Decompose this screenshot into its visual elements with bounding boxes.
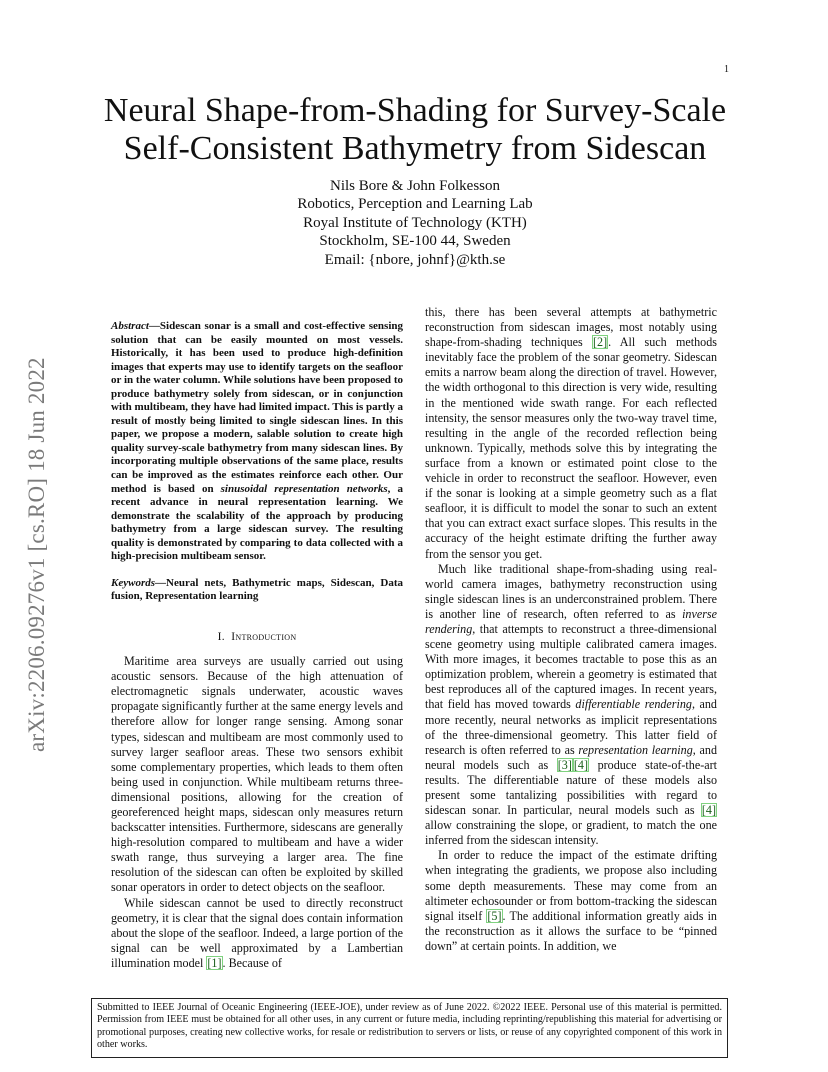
author-address: Stockholm, SE-100 44, Sweden <box>319 233 511 250</box>
right-column <box>425 305 717 954</box>
keywords-lead: Keywords <box>111 576 155 589</box>
left-column <box>111 320 403 971</box>
abstract-lead: Abstract <box>111 320 149 332</box>
abstract-text-1: —Sidescan sonar is a small and cost-effective sensing solution that can be easily mounted on most vessels. Historically, it has been used to produce high-definition images that experts may use to identify targets on the seafloor or in the water column. While solutions have been proposed to produce bathymetry solely from sidescan, or in conjunction with multibeam, they have had limited impact. This is partly a result of mostly being limited to single sidescan lines. In this paper, we propose a modern, salable solution to create high quality survey-scale bathymetry from many sidescan lines. By incorporating multiple observations of the same place, results can be improved as the estimates reinforce each other. Our method is based on <box>111 320 403 495</box>
section-number: I. <box>217 630 225 643</box>
intro-p3-emph-1: inverse rendering <box>425 606 717 636</box>
intro-p4-text-a: In order to reduce the impact of the estimate drifting when integrating the gradients, we propose also including some depth measurements. These may come from an altimeter echosounder or from bottom-tracking the sidescan signal itself <box>425 848 717 923</box>
section-title: Introduction <box>231 630 297 643</box>
copyright-notice: Submitted to IEEE Journal of Oceanic Engineering (IEEE-JOE), under review as of June 2022. ©2022 IEEE. Personal use of this material is permitted. Permission from IEEE must be obtained for all other uses, in any current or future media, including reprinting/republishing this material for advertising or promotional purposes, creating new collective works, for resale or redistribution to servers or lists, or reuse of any copyrighted component of this work in other works. <box>91 998 728 1058</box>
intro-paragraph-1: Maritime area surveys are usually carried out using acoustic sensors. Because of the high attenuation of electromagnetic signals underwater, acoustic waves propagate significantly further at the same energy levels and therefore allow for longer range sensing. Among sonar types, sidescan and multibeam are most commonly used to survey larger seafloor areas. These two sensors exhibit some complementary properties, which leads to them often being used in conjunction. While multibeam returns three-dimensional positions, allowing for the creation of georeferenced height maps, sidescan only measures return backscatter intensities. Furthermore, sidescans are generally high-resolution compared to multibeam and have a wider swath range, thus surveying a larger area. The fine resolution of the sidescan can often be exploited by skilled sonar operators in order to detect objects on the seafloor. <box>111 654 403 895</box>
intro-paragraph-2-continued <box>425 305 717 562</box>
page-number: 1 <box>724 64 729 75</box>
section-heading-introduction <box>111 630 403 645</box>
author-lab: Robotics, Perception and Learning Lab <box>297 196 533 213</box>
author-block <box>200 177 630 269</box>
keywords-text: —Neural nets, Bathymetric maps, Sidescan, Data fusion, Representation learning <box>111 576 403 603</box>
intro-p3-text-c: , and more recently, neural networks as implicit representations of the three-dimensional geometry. This latter field of research is often referred to as <box>425 697 717 757</box>
citation-1[interactable]: [1] <box>207 955 222 970</box>
citation-4[interactable]: [4] <box>573 757 588 772</box>
author-email: Email: {nbore, johnf}@kth.se <box>324 251 506 268</box>
intro-p3-text-d: , and neural models such as <box>425 742 717 772</box>
intro-p2-text-b: . Because of <box>222 955 282 970</box>
intro-p3-text-a: Much like traditional shape-from-shading using real-world camera images, bathymetry reconstruction using single sidescan lines is an underconstrained problem. There is another line of research, often referred to as <box>425 561 717 621</box>
author-names: Nils Bore & John Folkesson <box>329 178 500 194</box>
citation-5[interactable]: [5] <box>487 908 502 923</box>
author-institution: Royal Institute of Technology (KTH) <box>303 214 527 231</box>
citation-3[interactable]: [3] <box>557 757 572 772</box>
abstract <box>111 320 403 564</box>
intro-paragraph-3 <box>425 562 717 849</box>
paper-title: Neural Shape-from-Shading for Survey-Scale Self-Consistent Bathymetry from Sidescan <box>103 92 727 167</box>
abstract-emphasis: sinusoidal representation networks <box>220 482 388 495</box>
intro-p3-text-e: produce state-of-the-art results. The differentiable nature of these models also present some tantalizing possibilities with regard to sidescan sonar. In particular, neural models such as <box>425 757 717 818</box>
intro-paragraph-4 <box>425 848 717 954</box>
intro-p2-text-c: this, there has been several attempts at bathymetric reconstruction from sidescan images, most notably using shape-from-shading techniques <box>425 305 717 350</box>
intro-p3-emph-2: differentiable rendering <box>575 697 692 712</box>
intro-p3-emph-3: representation learning <box>578 742 693 757</box>
arxiv-stamp: arXiv:2206.09276v1 [cs.RO] 18 Jun 2022 <box>24 357 49 752</box>
keywords <box>111 577 403 604</box>
citation-2[interactable]: [2] <box>593 335 608 350</box>
intro-p3-text-f: allow constraining the slope, or gradient, to match the one inferred from the sidescan intensity. <box>425 818 717 848</box>
intro-paragraph-2 <box>111 896 403 971</box>
citation-4b[interactable]: [4] <box>701 803 716 818</box>
intro-p2-text-d: . All such methods inevitably face the problem of the sonar geometry. Sidescan emits a narrow beam along the direction of travel. However, the width orthogonal to this direction is very wide, resulting in the mentioned wide swath range. For each reflected intensity, the sensor measures only the two-way travel time, resulting in the angle of the recorded reflection being unknown. Typically, methods solve this by integrating the surface from a known or estimated point close to the vehicle in order to reconstruct the seafloor. However, even if the sonar is looking at a simple geometry such as a flat seafloor, it is difficult to model the sonar to such an extent that you can extract exact surface slopes. This results in the accuracy of the height estimate drifting the further away from the sensor you get. <box>425 335 717 561</box>
intro-p2-text-a: While sidescan cannot be used to directly reconstruct geometry, it is clear that the signal does contain information about the slope of the seafloor. Indeed, a large portion of the signal can be well approximated by a Lambertian illumination model <box>111 895 403 970</box>
intro-p3-text-b: , that attempts to reconstruct a three-dimensional scene geometry using multiple calibrated camera images. With more images, it becomes tractable to pose this as an optimization problem, wherein a geometry is estimated that best reproduces all of the captured images. In recent years, that field has moved towards <box>425 621 717 712</box>
intro-p4-text-b: . The additional information greatly aids in the reconstruction as it allows the surface to be “pinned down” at certain points. In addition, we <box>425 908 717 953</box>
abstract-text-2: , a recent advance in neural representation learning. We demonstrate the scalability of the approach by producing bathymetry from a large sidescan survey. The resulting quality is demonstrated by comparing to data collected with a high-precision multibeam sensor. <box>111 482 403 563</box>
